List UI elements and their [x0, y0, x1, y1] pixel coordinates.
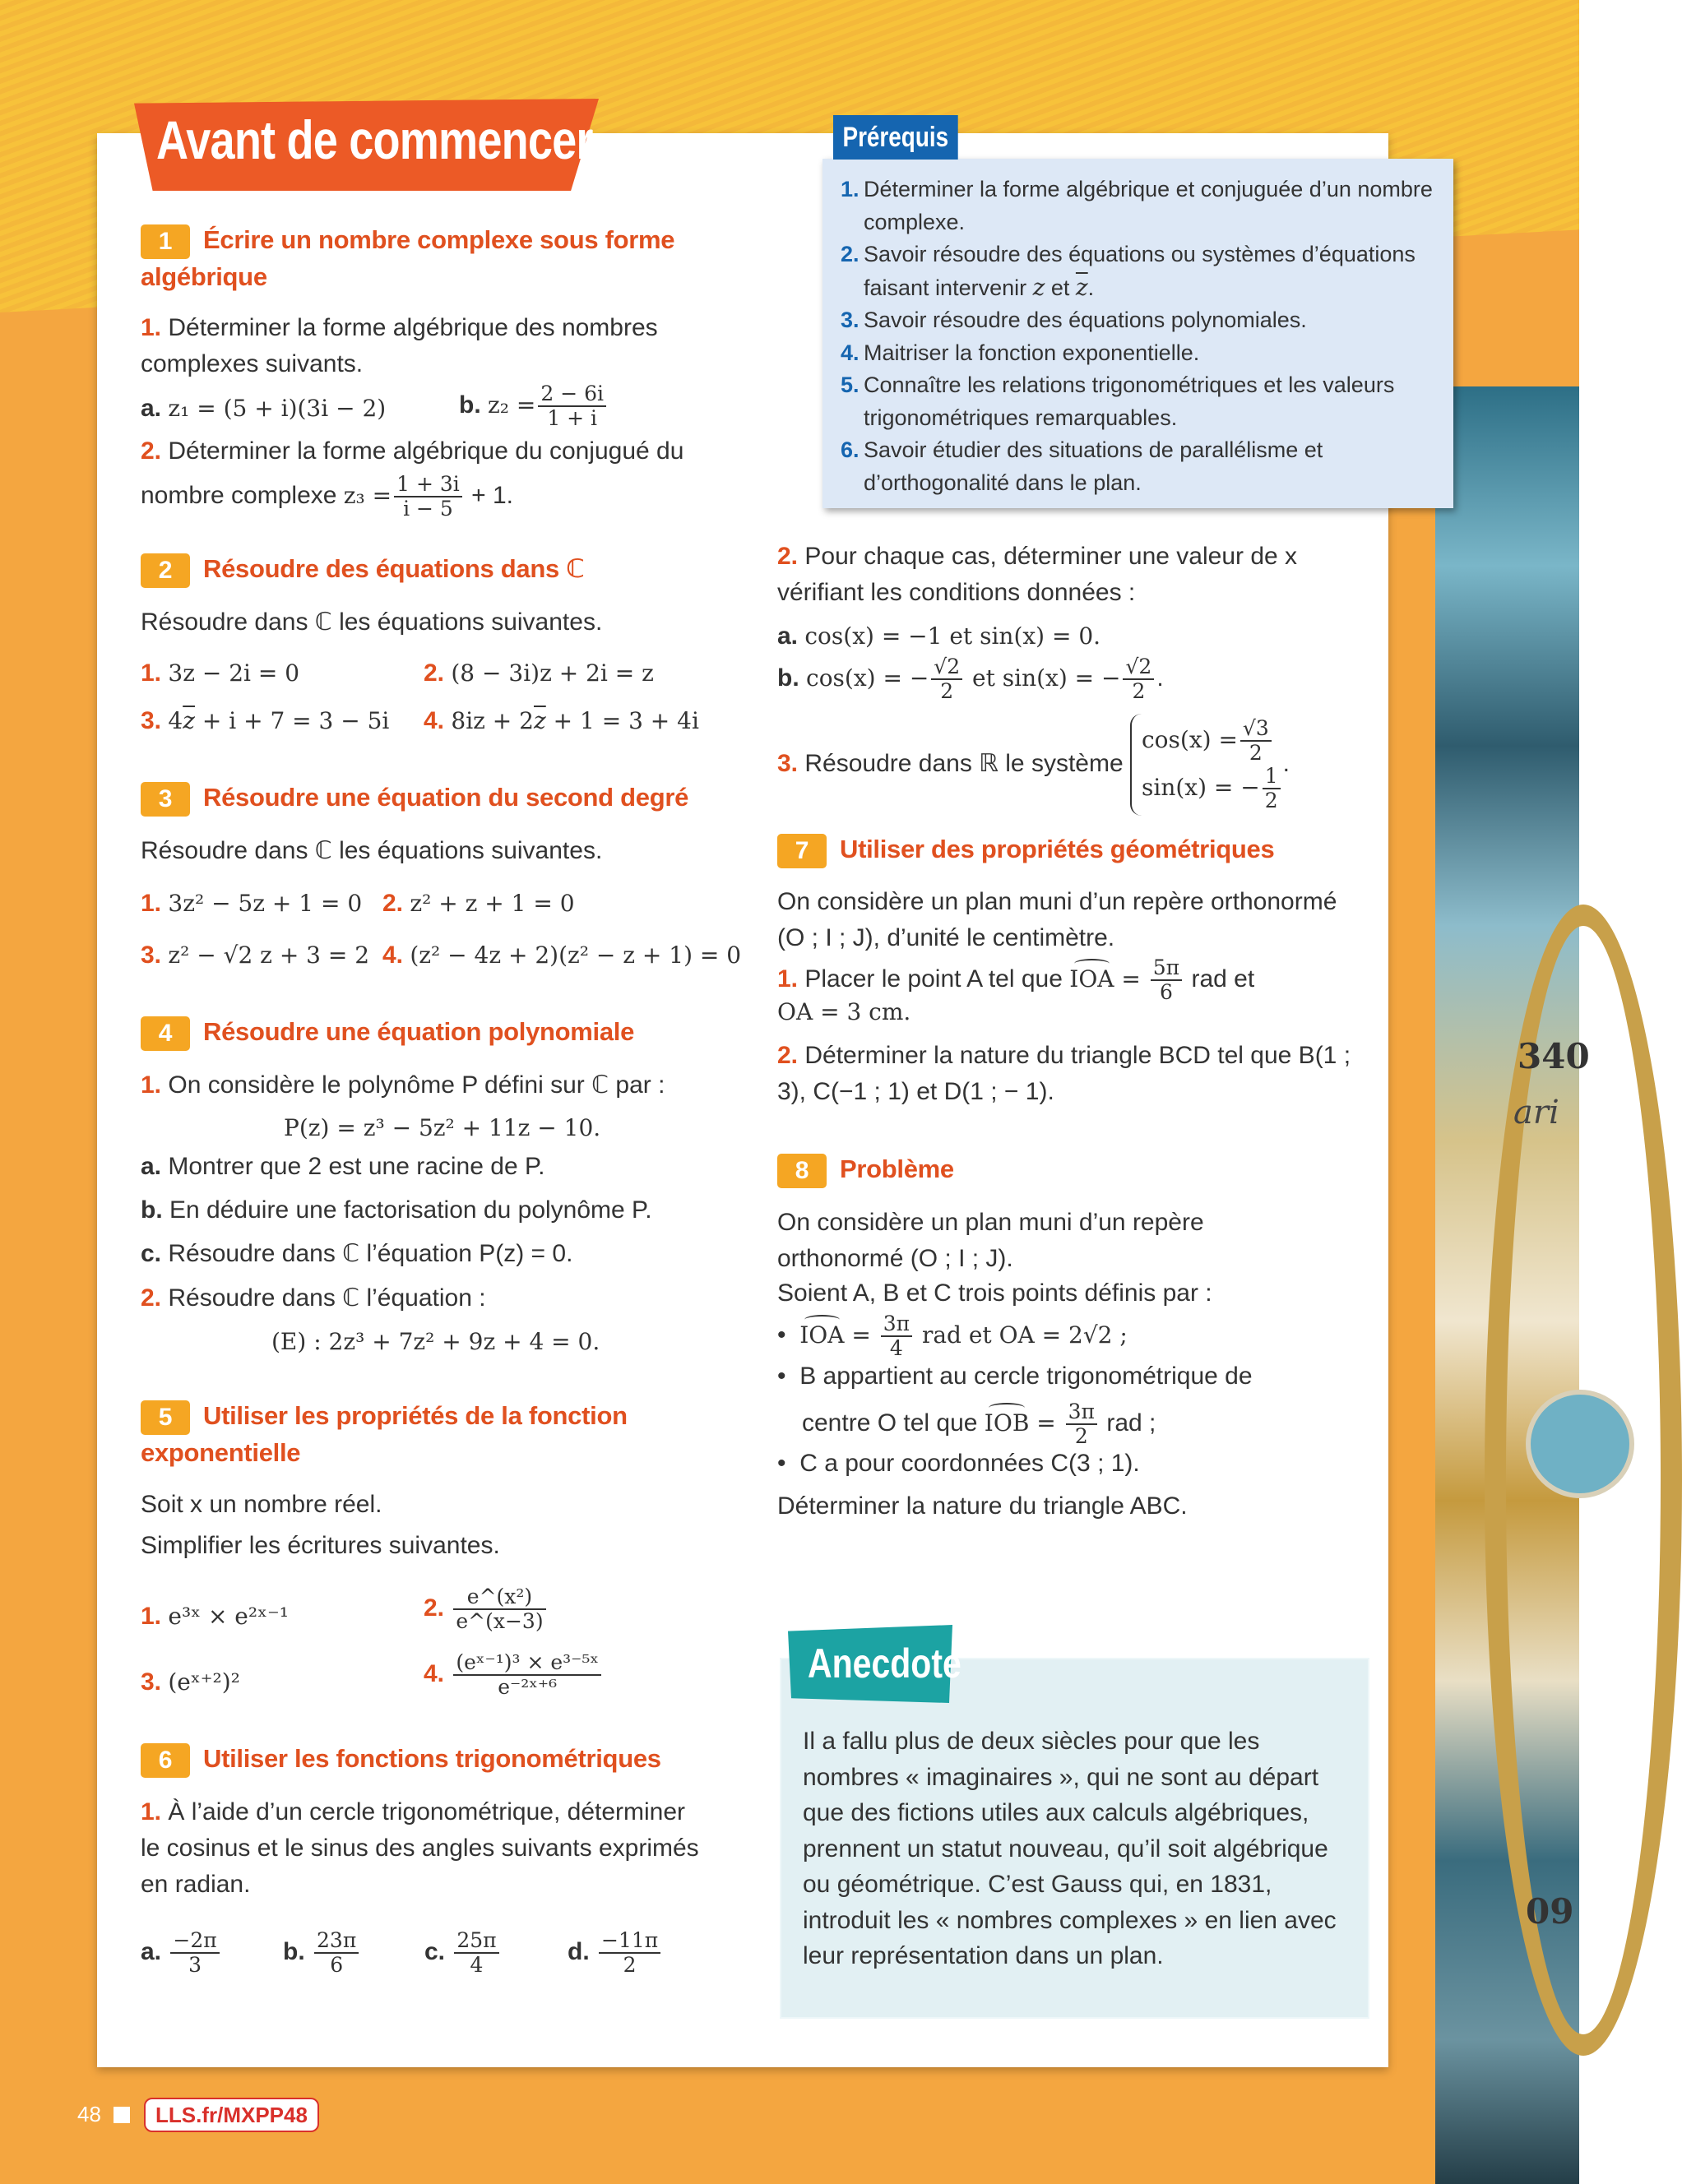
math-z-bar: $\overline{z}$: [533, 707, 546, 734]
footer-square-icon: [114, 2107, 130, 2123]
equation-system: [1130, 714, 1283, 816]
q-num: 2.: [382, 890, 404, 917]
math-expr: e³ˣ × e²ˣ⁻¹: [168, 1603, 289, 1630]
bullet-icon: •: [777, 1363, 800, 1390]
ex2-intro: Résoudre dans ℂ les équations suivantes.: [141, 608, 603, 636]
ex7-q2: [777, 1038, 1353, 1110]
math-expr: .: [1156, 664, 1164, 692]
bullet-icon: •: [777, 1321, 800, 1349]
q-num: 1.: [141, 1071, 162, 1099]
prereq-num: 4.: [841, 340, 860, 365]
frac-den: 1 + i: [547, 406, 598, 430]
q-text: nombre complexe: [141, 481, 344, 509]
math-expr: =: [844, 1321, 878, 1349]
q-text: Résoudre dans ℂ l’équation P(z) = 0.: [168, 1240, 573, 1267]
math-angle: IOA: [799, 1317, 844, 1353]
ex7-badge: 7: [777, 834, 827, 868]
q-text: On considère le polynôme P défini sur ℂ par :: [168, 1071, 665, 1099]
ex5-item4: [424, 1651, 604, 1699]
ex4-heading: [141, 1014, 634, 1051]
math-expr: + 1 = 3 + 4i: [545, 707, 699, 734]
q-num: 3.: [141, 942, 162, 969]
ex7-q1-oa: OA = 3 cm.: [777, 998, 911, 1025]
math-expr: (8 − 3i)z + 2i = z: [451, 659, 654, 687]
frac-den: e⁻²ˣ⁺⁶: [498, 1675, 558, 1699]
math-z-bar: $\overline{z}$: [1075, 273, 1088, 301]
frac-den: 6: [1160, 980, 1173, 1004]
frac-num: 25π: [454, 1929, 498, 1954]
ex1-b: [459, 382, 609, 430]
resource-link[interactable]: LLS.fr/MXPP48: [144, 2098, 319, 2132]
compass-label: ari: [1513, 1094, 1559, 1131]
math-expr: z₃ =: [343, 481, 392, 509]
prereq-item: [841, 238, 1435, 304]
ex4-a: [141, 1149, 544, 1185]
ex1-heading: [141, 222, 683, 295]
page-title: Avant de commencer: [156, 109, 593, 170]
compass-photo: [1435, 386, 1590, 2184]
fraction: [1151, 956, 1182, 1004]
ex5-item2: [424, 1585, 549, 1633]
frac-num: 3π: [1066, 1400, 1097, 1425]
ex4-badge: 4: [141, 1016, 190, 1051]
q-num: 4.: [424, 1659, 445, 1687]
math-expr: cos(x) =: [1142, 725, 1238, 753]
fraction: [931, 655, 962, 703]
frac-num: 1: [1263, 765, 1281, 789]
fraction: [453, 1651, 601, 1699]
ex3-intro: Résoudre dans ℂ les équations suivantes.: [141, 837, 603, 864]
ex3-item4: [382, 937, 741, 974]
ex8-intro2: Soient A, B et C trois points définis par :: [777, 1279, 1212, 1307]
q-text: Résoudre dans ℂ l’équation :: [168, 1284, 486, 1312]
frac-den: i − 5: [403, 497, 453, 521]
compass-label: 340: [1518, 1036, 1590, 1076]
ex1-badge: 1: [141, 224, 190, 259]
prereq-text: et: [1045, 275, 1076, 300]
ex2-item1: [141, 655, 299, 692]
fraction: [538, 382, 606, 430]
item-label: a.: [141, 1153, 162, 1180]
prereq-text: Maitriser la fonction exponentielle.: [864, 340, 1200, 365]
math-expr: 3z² − 5z + 1 = 0: [168, 890, 363, 917]
ex2-title: Résoudre des équations dans ℂ: [203, 554, 585, 583]
q-num: 3.: [777, 749, 799, 777]
ex6-cond-a: [777, 618, 1100, 655]
q-num: 1.: [141, 659, 162, 687]
math-z-bar: $\overline{z}$: [183, 707, 195, 734]
math-expr: .: [1282, 749, 1290, 777]
fraction: [1123, 655, 1154, 703]
ex6-angle-b: [283, 1929, 361, 1977]
math-expr: cos(x) = −: [806, 664, 929, 692]
frac-num: −2π: [170, 1929, 219, 1954]
item-label: b.: [459, 391, 481, 419]
prereq-item: [841, 337, 1435, 370]
ex6-heading: [141, 1741, 661, 1778]
prereq-text: Savoir résoudre des équations polynomiales.: [864, 308, 1307, 332]
ex6-badge: 6: [141, 1743, 190, 1778]
frac-num: e^(x²): [453, 1585, 545, 1610]
prereq-num: 3.: [841, 308, 860, 332]
ex2-badge: 2: [141, 553, 190, 588]
q-text: rad ;: [1100, 1409, 1156, 1437]
item-label: c.: [141, 1240, 162, 1267]
ex6-title: Utiliser les fonctions trigonométriques: [203, 1744, 661, 1773]
q-num: 2.: [777, 1042, 799, 1069]
ex5-item1: [141, 1599, 289, 1635]
ex4-c: [141, 1236, 572, 1272]
frac-den: 2: [1074, 1424, 1088, 1448]
item-label: a.: [141, 1937, 162, 1965]
frac-num: −11π: [599, 1929, 660, 1954]
anecdote-label: Anecdote: [808, 1640, 961, 1687]
item-label: b.: [141, 1196, 163, 1224]
ex4-q1: [141, 1067, 665, 1104]
prereq-text: .: [1087, 275, 1095, 300]
math-expr: (z² − 4z + 2)(z² − z + 1) = 0: [410, 942, 742, 969]
compass-dial: [1526, 1390, 1634, 1498]
ex5-badge: 5: [141, 1400, 190, 1435]
fraction: [314, 1929, 359, 1977]
math-expr: z₁ = (5 + i)(3i − 2): [168, 395, 387, 422]
q-text: Déterminer la forme algébrique du conjugué du: [168, 437, 684, 465]
math-expr: 8iz + 2: [451, 707, 534, 734]
ex8-bullet2-cont: [802, 1400, 1156, 1448]
math-expr: + i + 7 = 3 − 5i: [194, 707, 390, 734]
ex7-intro: On considère un plan muni d’un repère orthonormé (O ; I ; J), d’unité le centimètre.: [777, 888, 1337, 951]
q-text: Résoudre dans ℝ le système: [804, 749, 1130, 777]
frac-num: 1 + 3i: [394, 473, 462, 497]
q-text: B appartient au cercle trigonométrique de: [799, 1363, 1253, 1390]
anecdote-text: Il a fallu plus de deux siècles pour que les nombres « imaginaires », qui ne sont au départ que des fictions utiles aux calculs algébriques, prennent un statut nouveau, qu’il soit algébrique ou géométrique. C’est Gauss qui, en 1831, introduit les « nombres complexes » en lien avec leur représentation dans un plan.: [803, 1728, 1337, 1969]
ex3-item2: [382, 886, 575, 922]
math-expr: z₂ =: [488, 391, 536, 419]
q-num: 1.: [141, 1798, 162, 1825]
ex6-q2: [777, 539, 1353, 611]
frac-num: √3: [1240, 717, 1272, 742]
q-num: 4.: [382, 942, 404, 969]
math-expr: 4: [168, 707, 183, 734]
frac-num: 3π: [881, 1312, 912, 1337]
fraction: [1240, 717, 1272, 765]
frac-den: 2: [1264, 789, 1278, 812]
ex8-bullet3: [777, 1446, 1140, 1482]
fraction: [453, 1585, 545, 1633]
math-angle: IOB: [985, 1405, 1030, 1441]
fraction: [170, 1929, 219, 1977]
q-text: Déterminer la nature du triangle BCD tel que B(1 ; 3), C(−1 ; 1) et D(1 ; − 1).: [777, 1042, 1351, 1105]
math-expr: rad et OA = 2√2 ;: [915, 1321, 1128, 1349]
bullet-icon: •: [777, 1450, 800, 1477]
ex2-heading: [141, 551, 585, 588]
ex8-bullet2: [777, 1358, 1253, 1395]
ex4-b: [141, 1192, 652, 1228]
q-text: Pour chaque cas, déterminer une valeur de x vérifiant les conditions données :: [777, 543, 1298, 606]
prereq-num: 2.: [841, 242, 860, 266]
q-num: 1.: [141, 890, 162, 917]
ex6-angle-d: [568, 1929, 663, 1977]
prereq-num: 5.: [841, 372, 860, 397]
ex8-question: Déterminer la nature du triangle ABC.: [777, 1492, 1188, 1520]
prereq-label: Prérequis: [833, 115, 958, 160]
frac-den: 2: [1249, 741, 1263, 765]
item-label: b.: [777, 664, 799, 692]
prereq-num: 1.: [841, 177, 860, 201]
ex4-q2: [141, 1280, 486, 1316]
ex1-a: [141, 391, 386, 427]
q-num: 2.: [424, 1594, 445, 1622]
math-expr: (eˣ⁺²)²: [168, 1668, 240, 1696]
frac-den: 3: [188, 1953, 202, 1977]
ex1-q1: [141, 310, 716, 382]
fraction: [394, 473, 462, 521]
ex3-heading: [141, 780, 688, 817]
frac-num: √2: [931, 655, 962, 680]
ex5-heading: [141, 1398, 733, 1471]
ex6-angle-c: [424, 1929, 502, 1977]
ex8-intro: On considère un plan muni d’un repère orthonormé (O ; I ; J).: [777, 1209, 1204, 1272]
ex7-title: Utiliser des propriétés géométriques: [840, 835, 1275, 863]
ex2-item4: [424, 703, 699, 739]
ex6-angle-a: [141, 1929, 222, 1977]
fraction: [599, 1929, 660, 1977]
q-text: À l’aide d’un cercle trigonométrique, déterminer le cosinus et le sinus des angles suivants exprimés en radian.: [141, 1798, 699, 1898]
ex8-badge: 8: [777, 1154, 827, 1188]
q-text: Déterminer la forme algébrique des nombres complexes suivants.: [141, 314, 658, 377]
prereq-box: [822, 159, 1453, 508]
q-text: Placer le point A tel que: [804, 965, 1070, 993]
frac-den: 2: [1132, 679, 1146, 703]
prereq-text: Savoir résoudre des équations ou systèmes d’équations faisant intervenir: [864, 242, 1416, 300]
frac-num: (eˣ⁻¹)³ × e³⁻⁵ˣ: [453, 1651, 601, 1676]
ex8-heading: [777, 1151, 954, 1188]
prereq-item: [841, 174, 1435, 238]
prereq-text: Déterminer la forme algébrique et conjuguée d’un nombre complexe.: [864, 177, 1433, 234]
q-num: 2.: [777, 543, 799, 570]
item-label: a.: [141, 395, 162, 422]
frac-den: 4: [889, 1336, 903, 1360]
q-num: 1.: [141, 314, 162, 341]
ex6-q3: [777, 714, 1290, 816]
page-number: 48: [77, 2102, 101, 2126]
math-z: z: [1032, 273, 1045, 301]
ex1-q2-expr: [141, 473, 513, 521]
math-angle: IOA: [1069, 961, 1114, 997]
ex4-eq: (E) : 2z³ + 7z² + 9z + 4 = 0.: [271, 1328, 600, 1355]
fraction: [1066, 1400, 1097, 1448]
item-label: b.: [283, 1937, 305, 1965]
fraction: [881, 1312, 912, 1360]
ex3-title: Résoudre une équation du second degré: [203, 783, 689, 812]
q-num: 1.: [141, 1603, 162, 1630]
frac-den: 4: [470, 1953, 484, 1977]
frac-den: e^(x−3): [456, 1609, 544, 1633]
frac-num: 23π: [314, 1929, 359, 1954]
q-text: Montrer que 2 est une racine de P.: [168, 1153, 545, 1180]
q-num: 3.: [141, 1668, 162, 1696]
math-expr: =: [1029, 1409, 1063, 1437]
q-num: 1.: [777, 965, 799, 993]
ex1-q2: [141, 433, 683, 470]
q-text: centre O tel que: [802, 1409, 985, 1437]
item-label: c.: [424, 1937, 446, 1965]
prereq-num: 6.: [841, 437, 860, 462]
q-num: 2.: [424, 659, 445, 687]
prereq-text: Connaître les relations trigonométriques et les valeurs trigonométriques remarquables.: [864, 372, 1395, 430]
fraction: [454, 1929, 498, 1977]
ex4-poly: P(z) = z³ − 5z² + 11z − 10.: [284, 1114, 601, 1141]
q-num: 2.: [141, 1284, 162, 1312]
frac-num: 5π: [1151, 956, 1182, 981]
q-text: C a pour coordonnées C(3 ; 1).: [799, 1450, 1140, 1477]
ex1-title: Écrire un nombre complexe sous forme algébrique: [141, 225, 675, 291]
ex6-cond-b: [777, 655, 1164, 703]
math-expr: et sin(x) = −: [965, 664, 1121, 692]
math-expr: 3z − 2i = 0: [168, 659, 300, 687]
item-label: d.: [568, 1937, 590, 1965]
ex6-q1: [141, 1794, 708, 1903]
frac-den: 2: [623, 1953, 637, 1977]
math-expr: z² − √2 z + 3 = 2: [168, 942, 370, 969]
ex5-intro1: Soit x un nombre réel.: [141, 1491, 382, 1518]
prereq-item: [841, 304, 1435, 337]
math-expr: sin(x) = −: [1142, 773, 1260, 801]
math-expr: cos(x) = −1 et sin(x) = 0.: [804, 622, 1101, 650]
prereq-text: Savoir étudier des situations de parallélisme et d’orthogonalité dans le plan.: [864, 437, 1323, 495]
ex5-title: Utiliser les propriétés de la fonction exponentielle: [141, 1401, 628, 1467]
frac-num: 2 − 6i: [538, 382, 606, 407]
ex3-item1: [141, 886, 362, 922]
q-num: 4.: [424, 707, 445, 734]
ex5-item3: [141, 1664, 240, 1700]
ex7-heading: [777, 831, 1274, 868]
item-label: a.: [777, 622, 799, 650]
q-text: rad et: [1184, 965, 1255, 993]
prereq-item: [841, 369, 1435, 434]
ex2-item3: [141, 703, 389, 739]
ex5-intro2: Simplifier les écritures suivantes.: [141, 1532, 500, 1559]
fraction: [1263, 765, 1281, 812]
ex3-badge: 3: [141, 782, 190, 817]
q-text: En déduire une factorisation du polynôme P.: [169, 1196, 652, 1224]
q-num: 2.: [141, 437, 162, 465]
math-expr: =: [1114, 965, 1148, 993]
ex8-title: Problème: [840, 1154, 954, 1183]
ex2-item2: [424, 655, 654, 692]
frac-num: √2: [1123, 655, 1154, 680]
ex3-item3: [141, 937, 369, 974]
frac-den: 2: [940, 679, 954, 703]
math-expr: z² + z + 1 = 0: [410, 890, 575, 917]
prereq-item: [841, 434, 1435, 499]
ex4-title: Résoudre une équation polynomiale: [203, 1017, 635, 1046]
q-num: 3.: [141, 707, 162, 734]
ex8-bullet1: [777, 1312, 1128, 1360]
q-text: + 1.: [464, 481, 514, 509]
frac-den: 6: [330, 1953, 344, 1977]
compass-label: 09: [1526, 1891, 1574, 1932]
